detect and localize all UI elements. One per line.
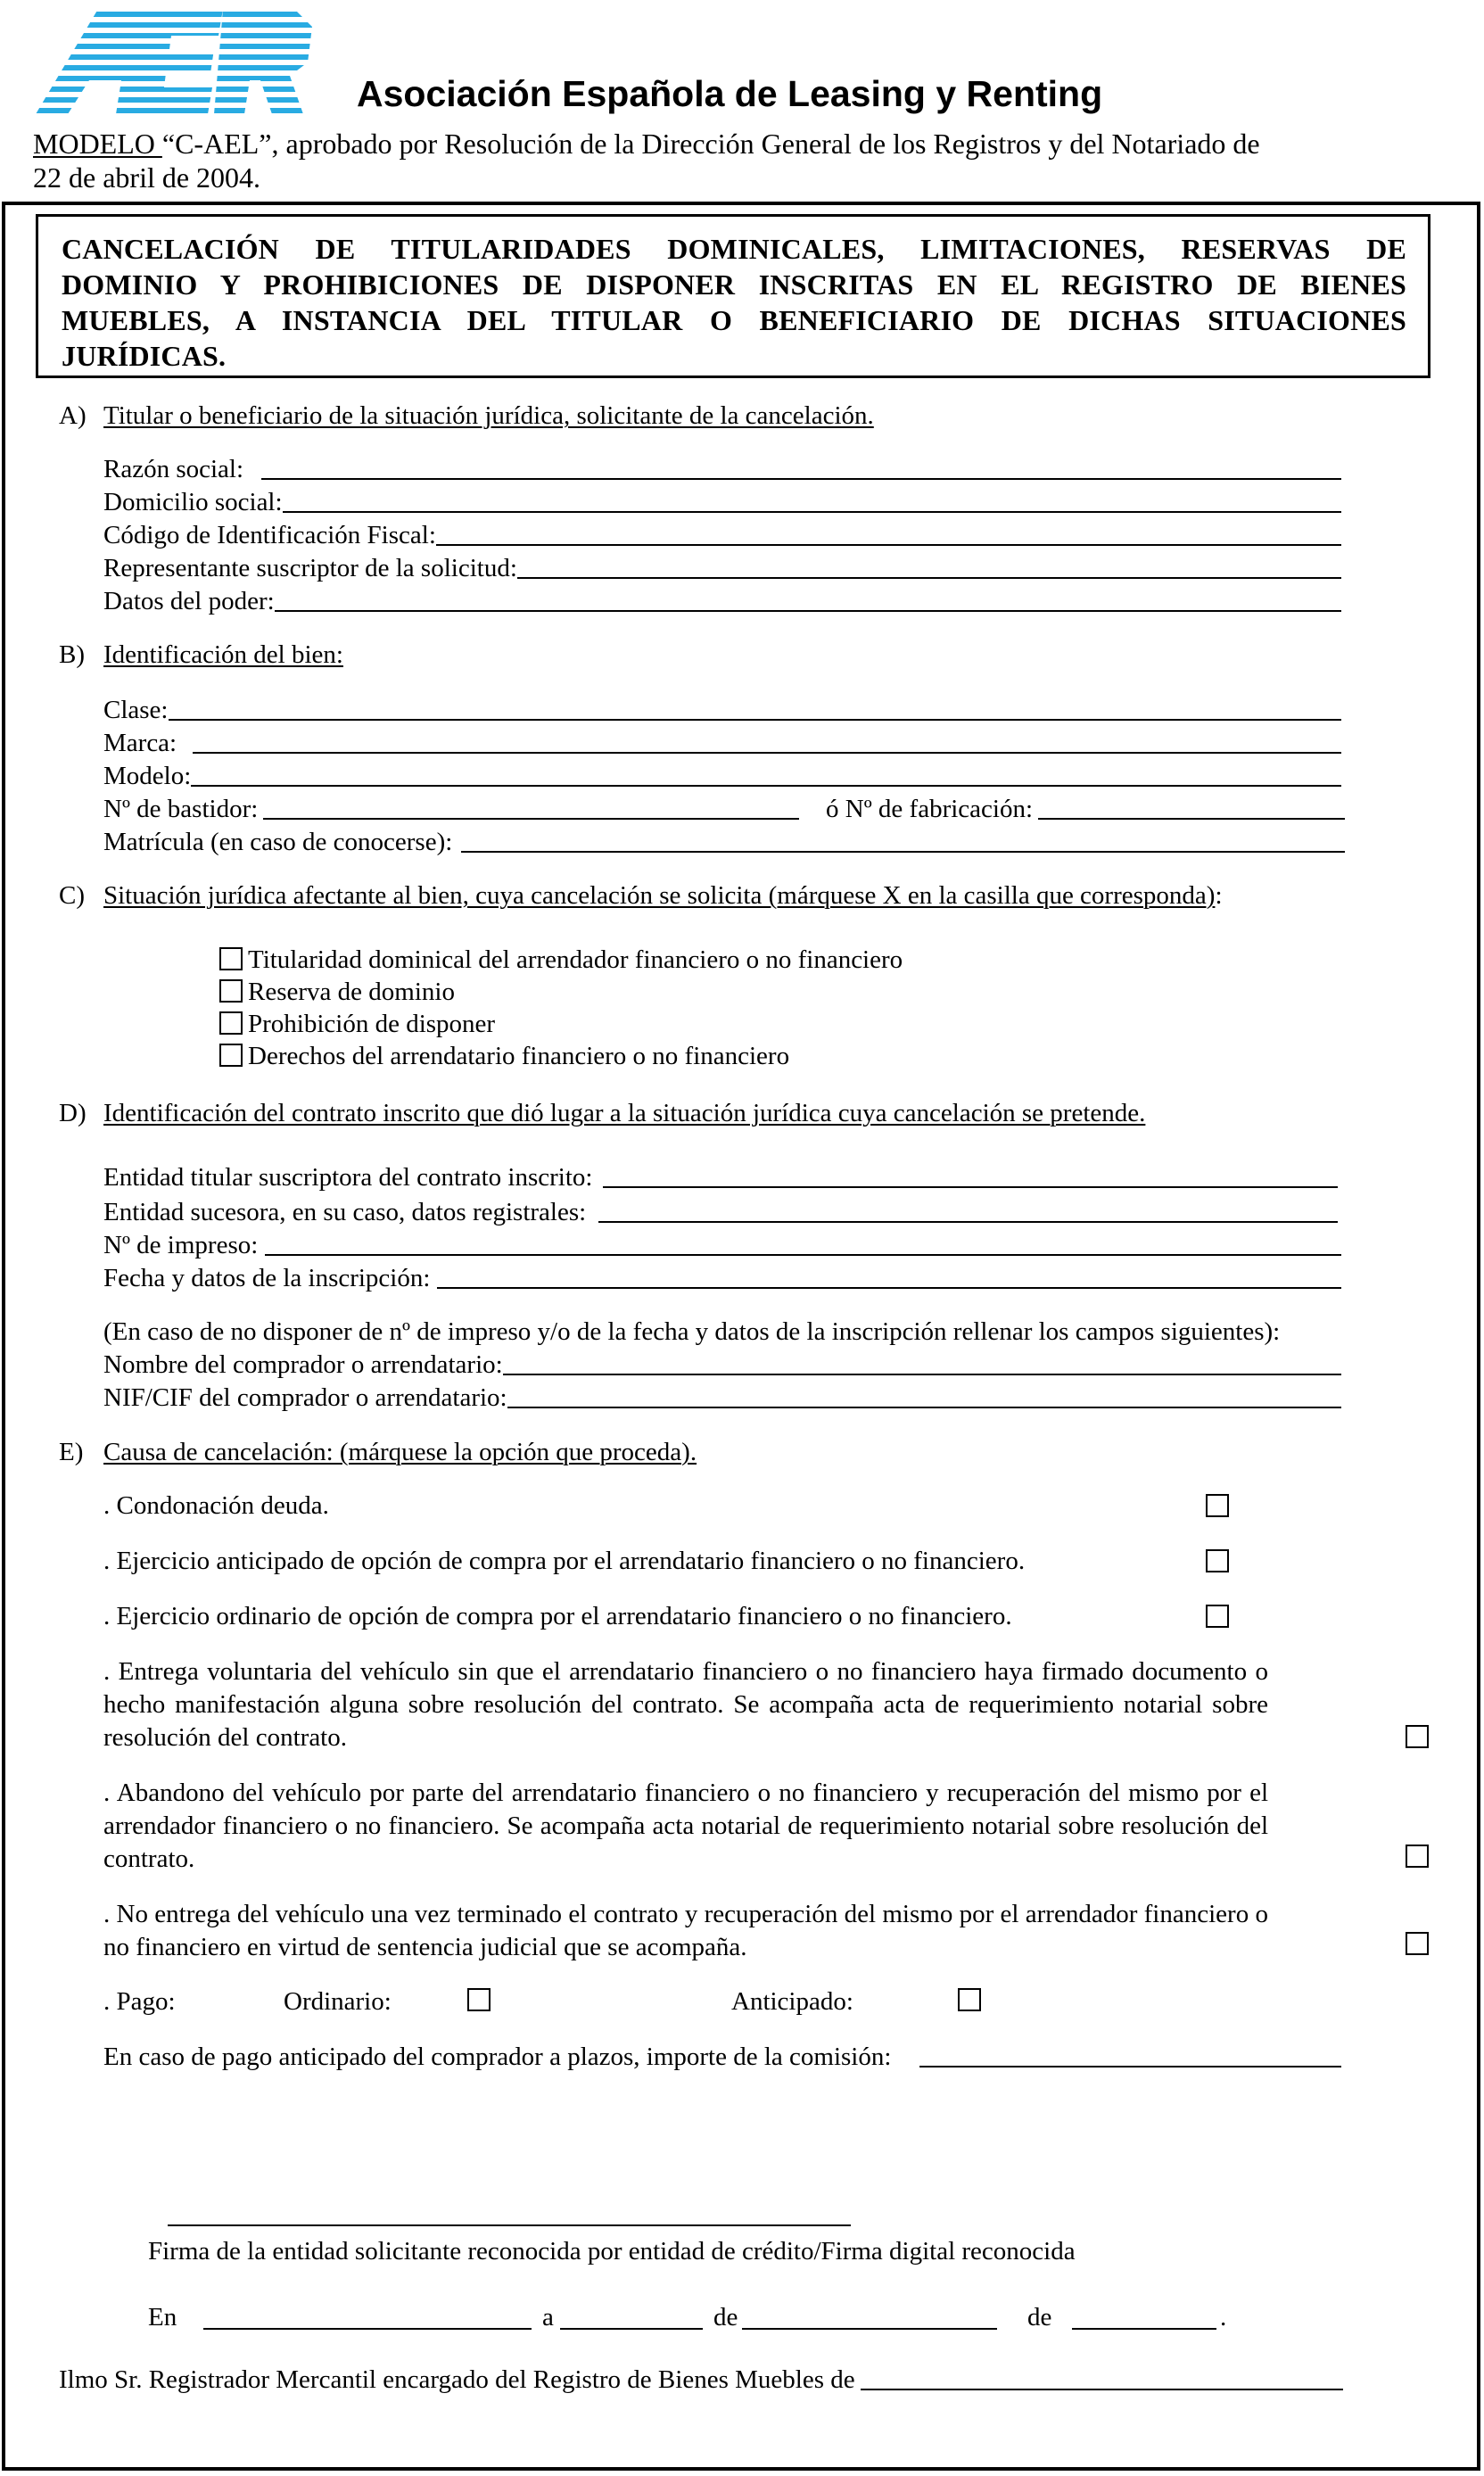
option-entrega-voluntaria: . Entrega voluntaria del vehículo sin que el arrendatario financiero o no financiero haya firmado documento o hecho manifestación alguna sobre resolución del contrato. Se acompaña acta de requerimiento notarial sobre resolución del contrato. — [103, 1657, 1268, 1752]
de-label-1: de — [713, 2303, 738, 2332]
field-label: Nombre del comprador o arrendatario: — [103, 1350, 503, 1379]
field-label: Matrícula (en caso de conocerse): — [103, 828, 453, 856]
month-line[interactable] — [742, 2328, 997, 2330]
nombre-comprador-field[interactable] — [103, 1349, 1341, 1381]
period: . — [1220, 2303, 1227, 2332]
option-prohibicion — [219, 1008, 495, 1040]
checkbox-no-entrega[interactable] — [1406, 1932, 1429, 1955]
place-date-row — [148, 2301, 1254, 2337]
ael-logo — [36, 9, 312, 114]
checkbox[interactable] — [219, 979, 243, 1003]
signature-caption: Firma de la entidad solicitante reconocida por entidad de crédito/Firma digital reconocida — [148, 2237, 1076, 2266]
registrar-field[interactable] — [59, 2364, 1343, 2396]
field-label: Razón social: — [103, 455, 244, 483]
section-c-heading-tail: : — [1215, 881, 1223, 910]
representante-field[interactable] — [103, 552, 1341, 584]
entidad-titular-field[interactable] — [103, 1161, 1338, 1193]
entidad-sucesora-field[interactable] — [103, 1196, 1338, 1228]
model-reference — [33, 127, 1260, 194]
section-d-heading: Identificación del contrato inscrito que dió lugar a la situación jurídica cuya cancelación se pretende. — [103, 1099, 1146, 1127]
field-label: Nº de impreso: — [103, 1231, 259, 1259]
checkbox-ejercicio-anticipado[interactable] — [1206, 1549, 1229, 1572]
section-b-letter: B) — [59, 640, 85, 669]
option-label: Titularidad dominical del arrendador financiero o no financiero — [248, 945, 903, 974]
option-reserva — [219, 976, 455, 1008]
org-name: Asociación Española de Leasing y Renting — [357, 73, 1103, 114]
checkbox-entrega-voluntaria[interactable] — [1406, 1725, 1429, 1748]
checkbox-pago-anticipado[interactable] — [958, 1988, 981, 2011]
section-c-heading-wrap — [103, 879, 1223, 912]
razon-social-field[interactable] — [103, 453, 1341, 485]
title-line-1: CANCELACIÓN DE TITULARIDADES DOMINICALES, LIMITACIONES, RESERVAS DE — [62, 233, 1406, 265]
option-abandono: . Abandono del vehículo por parte del arrendatario financiero o no financiero y recuperación del mismo por el arrendador financiero o no financiero. Se acompaña acta notarial de requerimiento notarial sobre resolución del contrato. — [103, 1779, 1268, 1873]
title-text — [62, 231, 1406, 374]
field-label: Entidad titular suscriptora del contrato inscrito: — [103, 1163, 593, 1192]
field-label: Marca: — [103, 729, 177, 757]
title-line-4: JURÍDICAS. — [62, 340, 227, 372]
field-label: Nº de bastidor: — [103, 795, 259, 823]
nif-comprador-field[interactable] — [103, 1382, 1341, 1414]
ael-logo-icon — [36, 9, 312, 114]
section-e-letter: E) — [59, 1438, 84, 1466]
field-label: ó Nº de fabricación: — [826, 795, 1034, 823]
section-a-heading: Titular o beneficiario de la situación jurídica, solicitante de la cancelación. — [103, 401, 874, 430]
clase-field[interactable] — [103, 694, 1341, 726]
signature-line[interactable] — [168, 2224, 851, 2226]
field-label: Fecha y datos de la inscripción: — [103, 1264, 431, 1292]
section-d-note: (En caso de no disponer de nº de impreso y/o de la fecha y datos de la inscripción rellenar los campos siguientes): — [103, 1317, 1281, 1346]
anticipado-label: Anticipado: — [731, 1987, 853, 2016]
title-line-2: DOMINIO Y PROHIBICIONES DE DISPONER INSCRITAS EN EL REGISTRO DE BIENES — [62, 268, 1406, 301]
marca-field[interactable] — [103, 727, 1341, 759]
checkbox-abandono[interactable] — [1406, 1845, 1429, 1868]
field-label: En caso de pago anticipado del comprador a plazos, importe de la comisión: — [103, 2043, 892, 2071]
model-rest-line1: “C-AEL”, aprobado por Resolución de la Dirección General de los Registros y del Notariado de — [161, 128, 1260, 160]
section-b-heading: Identificación del bien: — [103, 640, 343, 669]
a-label: a — [542, 2303, 554, 2332]
option-label: Derechos del arrendatario financiero o no financiero — [248, 1042, 790, 1070]
domicilio-social-field[interactable] — [103, 486, 1341, 518]
cif-field[interactable] — [103, 519, 1341, 551]
checkbox-condonacion[interactable] — [1206, 1494, 1229, 1517]
field-label: Modelo: — [103, 762, 192, 790]
field-label: Ilmo Sr. Registrador Mercantil encargado del Registro de Bienes Muebles de — [59, 2365, 855, 2394]
field-label: Domicilio social: — [103, 488, 283, 516]
fabricacion-field[interactable] — [826, 793, 1345, 825]
en-label: En — [148, 2303, 177, 2332]
day-line[interactable] — [560, 2328, 703, 2330]
option-no-entrega: . No entrega del vehículo una vez terminado el contrato y recuperación del mismo por el arrendador financiero o no financiero en virtud de sentencia judicial que se acompaña. — [103, 1900, 1268, 1961]
option-derechos — [219, 1040, 789, 1072]
year-line[interactable] — [1072, 2328, 1216, 2330]
matricula-field[interactable] — [103, 826, 1345, 858]
model-prefix: MODELO — [33, 128, 162, 160]
datos-poder-field[interactable] — [103, 585, 1341, 617]
option-ejercicio-ordinario: . Ejercicio ordinario de opción de compra por el arrendatario financiero o no financiero. — [103, 1602, 1012, 1630]
checkbox[interactable] — [219, 1011, 243, 1035]
field-label: Datos del poder: — [103, 587, 275, 615]
ordinario-label: Ordinario: — [284, 1987, 392, 2016]
checkbox-ejercicio-ordinario[interactable] — [1206, 1605, 1229, 1628]
option-ejercicio-anticipado: . Ejercicio anticipado de opción de compra por el arrendatario financiero o no financiero. — [103, 1547, 1026, 1575]
title-line-3: MUEBLES, A INSTANCIA DEL TITULAR O BENEFICIARIO DE DICHAS SITUACIONES — [62, 304, 1406, 336]
option-label: Prohibición de disponer — [248, 1010, 496, 1038]
field-label: Entidad sucesora, en su caso, datos registrales: — [103, 1198, 587, 1226]
title-box — [36, 214, 1430, 378]
checkbox[interactable] — [219, 1044, 243, 1067]
comision-field[interactable] — [103, 2041, 1341, 2073]
option-condonacion: . Condonación deuda. — [103, 1491, 329, 1520]
field-label: NIF/CIF del comprador o arrendatario: — [103, 1383, 507, 1412]
field-label: Representante suscriptor de la solicitud: — [103, 554, 517, 582]
option-titularidad — [219, 944, 903, 976]
bastidor-field[interactable] — [103, 793, 799, 825]
pago-label: . Pago: — [103, 1987, 176, 2016]
checkbox[interactable] — [219, 947, 243, 970]
place-line[interactable] — [203, 2328, 532, 2330]
section-c-letter: C) — [59, 881, 85, 910]
section-c-heading: Situación jurídica afectante al bien, cuya cancelación se solicita (márquese X en la casilla que corresponda) — [103, 881, 1216, 910]
numero-impreso-field[interactable] — [103, 1229, 1341, 1261]
section-a-letter: A) — [59, 401, 87, 430]
section-d-letter: D) — [59, 1099, 87, 1127]
de-label-2: de — [1027, 2303, 1052, 2332]
fecha-inscripcion-field[interactable] — [103, 1262, 1341, 1294]
field-label: Código de Identificación Fiscal: — [103, 521, 436, 549]
model-rest-line2: 22 de abril de 2004. — [33, 161, 261, 194]
field-label: Clase: — [103, 696, 169, 724]
checkbox-pago-ordinario[interactable] — [467, 1988, 491, 2011]
option-label: Reserva de dominio — [248, 978, 455, 1006]
section-e-heading: Causa de cancelación: (márquese la opción que proceda). — [103, 1438, 697, 1466]
modelo-field[interactable] — [103, 760, 1341, 792]
